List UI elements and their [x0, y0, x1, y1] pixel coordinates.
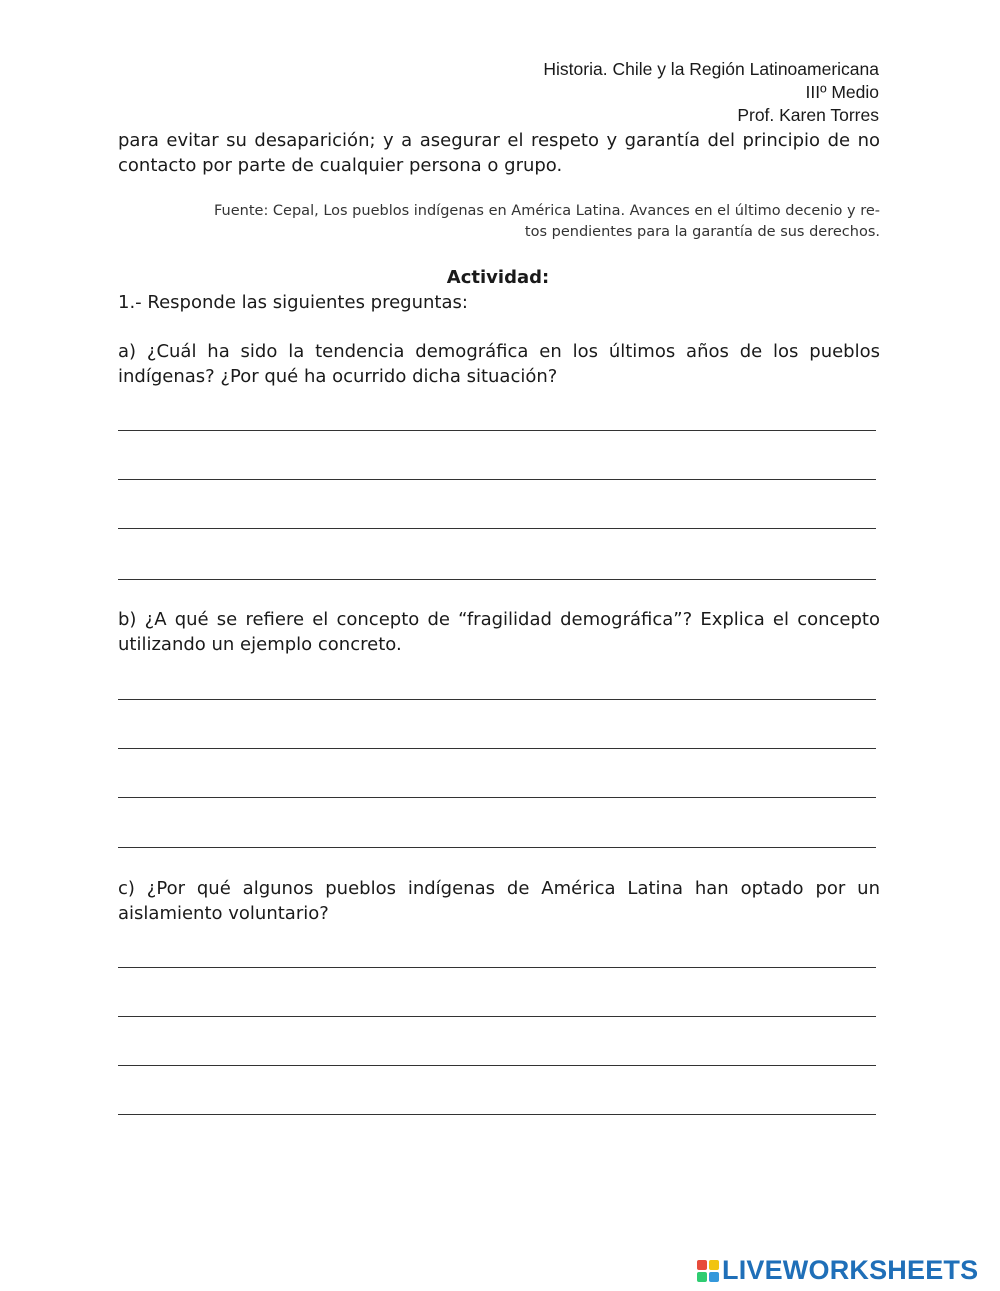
source-citation [118, 201, 880, 243]
header-course: Historia. Chile y la Región Latinoamericana [543, 59, 879, 79]
answer-line-a4[interactable] [118, 579, 876, 580]
answer-line-c3[interactable] [118, 1065, 876, 1066]
activity-title: Actividad: [446, 267, 550, 288]
answer-line-c4[interactable] [118, 1114, 876, 1115]
answer-line-b4[interactable] [118, 847, 876, 848]
activity-instruction: 1.- Responde las siguientes preguntas: [118, 292, 468, 313]
answer-line-a2[interactable] [118, 479, 876, 480]
logo-tile-yellow [709, 1260, 719, 1270]
question-c: c) ¿Por qué algunos pueblos indígenas de América Latina han optado por un aislamiento voluntario? [118, 878, 880, 924]
answer-line-b1[interactable] [118, 699, 876, 700]
liveworksheets-logo-icon [697, 1260, 719, 1282]
source-line-2: tos pendientes para la garantía de sus derechos. [524, 224, 880, 240]
header-teacher: Prof. Karen Torres [737, 105, 879, 125]
source-line-1: Fuente: Cepal, Los pueblos indígenas en América Latina. Avances en el último decenio y re- [213, 203, 880, 219]
answer-line-b2[interactable] [118, 748, 876, 749]
answer-line-c2[interactable] [118, 1016, 876, 1017]
answer-line-a1[interactable] [118, 430, 876, 431]
answer-line-b3[interactable] [118, 797, 876, 798]
answer-line-a3[interactable] [118, 528, 876, 529]
liveworksheets-logo [697, 1254, 978, 1286]
document-header [543, 58, 879, 127]
question-a: a) ¿Cuál ha sido la tendencia demográfica en los últimos años de los pueblos indígenas? ¿Por qué ha ocurrido dicha situación? [118, 341, 880, 387]
question-b: b) ¿A qué se refiere el concepto de “fragilidad demográfica”? Explica el concepto utilizando un ejemplo concreto. [118, 609, 880, 655]
header-grade: IIIº Medio [805, 82, 879, 102]
logo-tile-blue [709, 1272, 719, 1282]
logo-wordmark: LIVEWORKSHEETS [722, 1254, 979, 1285]
answer-line-c1[interactable] [118, 967, 876, 968]
logo-tile-red [697, 1260, 707, 1270]
logo-tile-green [697, 1272, 707, 1282]
intro-paragraph: para evitar su desaparición; y a asegurar el respeto y garantía del principio de no contacto por parte de cualquier persona o grupo. [118, 130, 880, 176]
